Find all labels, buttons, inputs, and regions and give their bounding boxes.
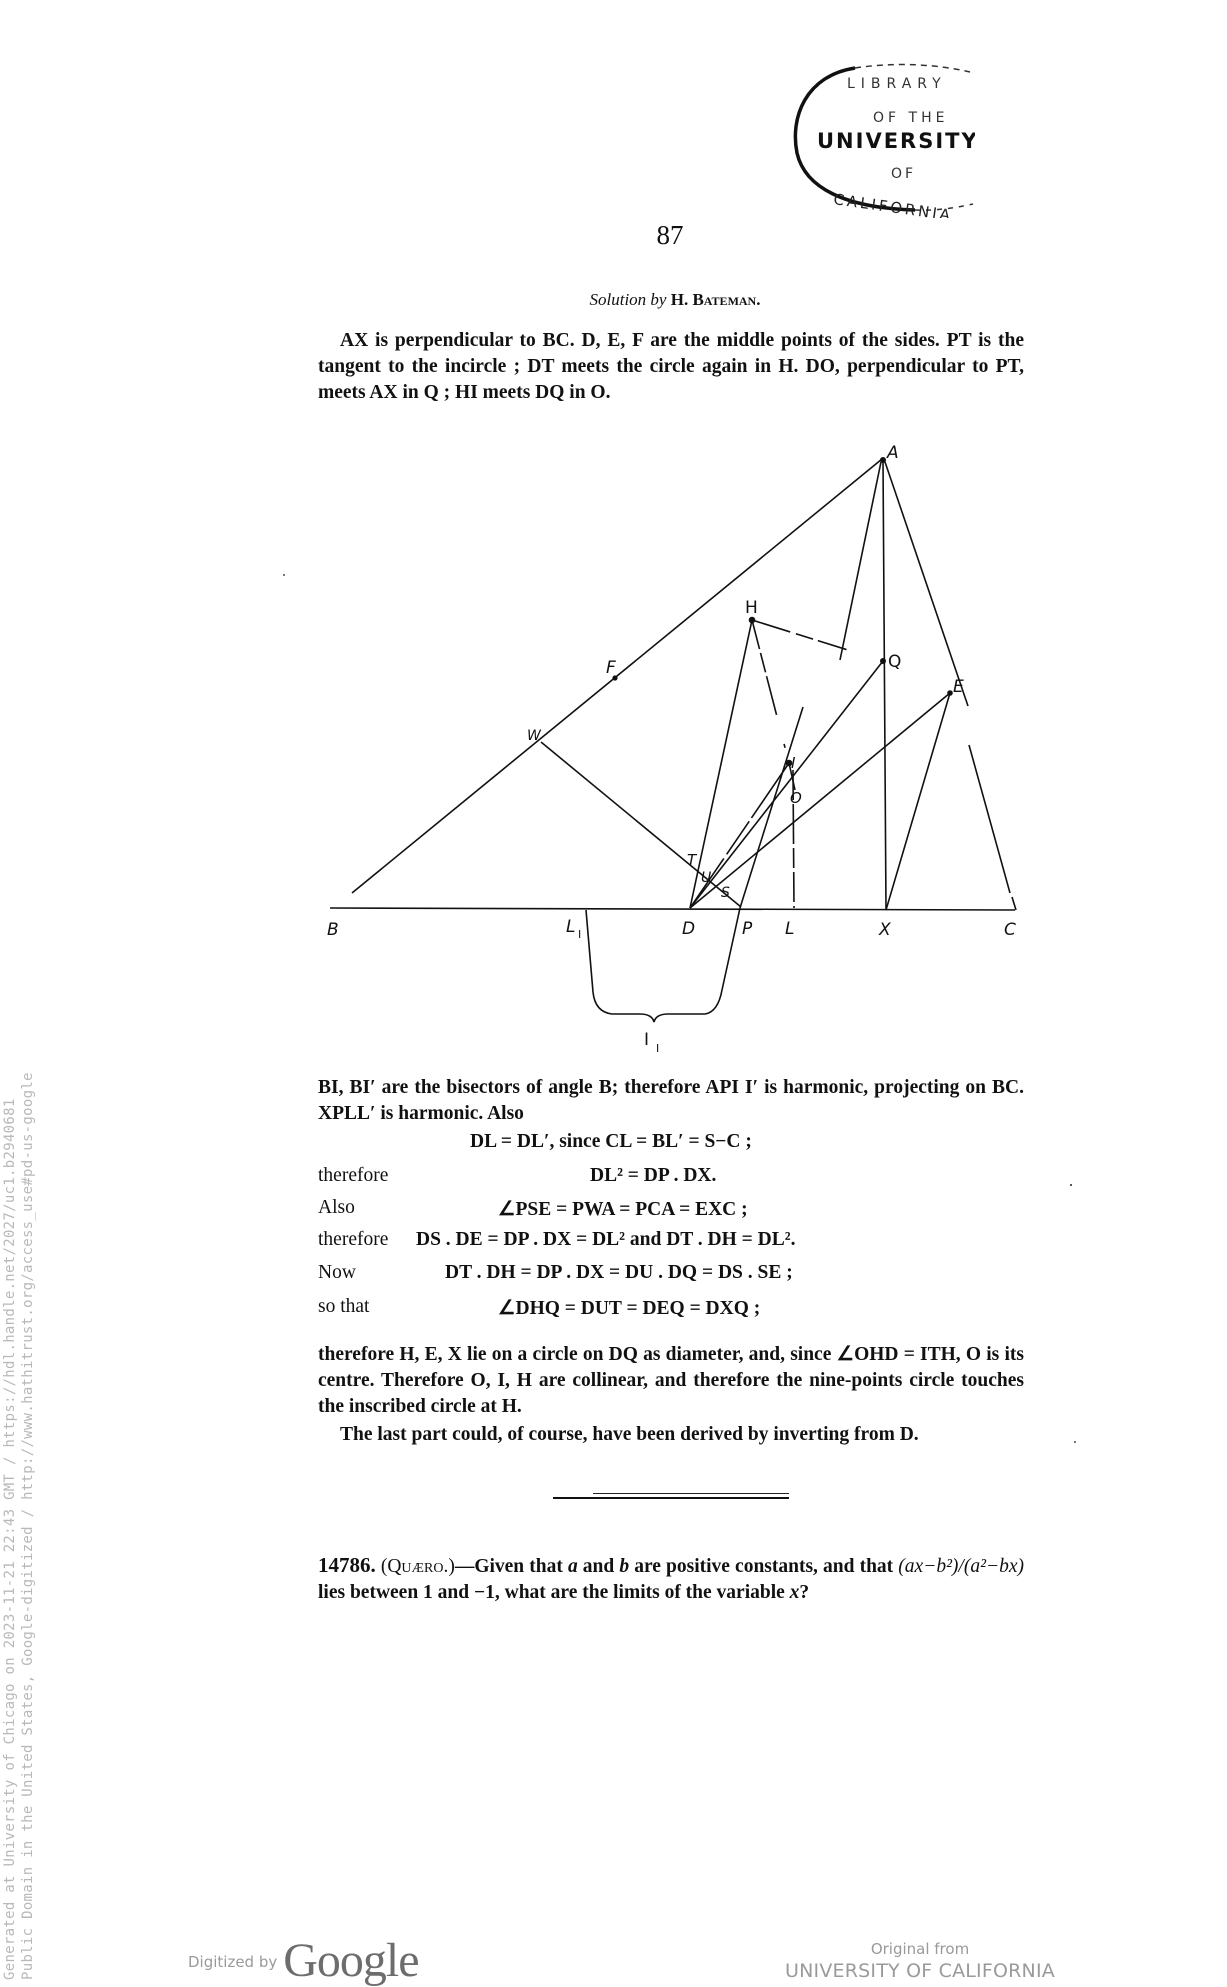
line-l1-down — [586, 910, 593, 992]
equation-row — [318, 1131, 1024, 1161]
label-h: H — [745, 598, 758, 618]
label-d: D — [682, 919, 696, 939]
stray-mark — [1070, 1184, 1072, 1186]
line-ac-end — [1012, 897, 1016, 910]
var-b: b — [619, 1556, 630, 1577]
label-o: O — [790, 789, 802, 807]
closing-paragraph: The last part could, of course, have been derived by inverting from D. — [340, 1424, 919, 1445]
label-u: U — [701, 870, 712, 886]
equation-row — [318, 1197, 1024, 1227]
solution-author: H. Bateman. — [670, 290, 761, 309]
original-from-label: Original from — [870, 1940, 970, 1958]
equation-label: Now — [318, 1262, 356, 1283]
question-text-2: and — [577, 1556, 620, 1577]
line-hq — [752, 620, 883, 661]
line-hi — [752, 620, 789, 763]
question-text-3: are positive constants, and that — [629, 1556, 899, 1577]
stamp-line-4: OF — [891, 166, 917, 182]
hathitrust-watermark — [0, 0, 42, 1987]
solution-prefix: Solution by — [589, 290, 667, 309]
digitized-by-label: Digitized by — [188, 1953, 278, 1971]
question-number: 14786. — [318, 1553, 376, 1577]
line-ex — [886, 693, 950, 910]
label-l: L — [785, 919, 795, 939]
question-text-4: lies between 1 and −1, what are the limits of the variable — [318, 1582, 790, 1603]
stamp-line-3: UNIVERSITY — [817, 129, 975, 153]
label-p: P — [742, 919, 753, 939]
var-x: x — [789, 1582, 800, 1603]
google-logo: Google — [283, 1934, 419, 1987]
label-l1: L — [566, 917, 576, 937]
diagram-svg — [318, 440, 1038, 1080]
label-x: X — [879, 920, 891, 940]
line-ax — [883, 460, 886, 910]
original-from — [770, 1940, 1070, 1984]
stamp-line-5: CALIFORNIA — [832, 190, 955, 218]
section-divider — [553, 1493, 789, 1499]
equation-row — [318, 1165, 1024, 1195]
solution-byline — [300, 290, 1050, 310]
bisector-paragraph: BI, BI′ are the bisectors of angle B; therefore API I′ is harmonic, projecting on BC. XPLL′ is harmonic. Also — [318, 1077, 1024, 1124]
question-text-5: ? — [799, 1582, 810, 1603]
label-f: F — [606, 658, 616, 678]
label-a: A — [887, 443, 899, 463]
equation-expr: ∠DHQ = DUT = DEQ = DXQ ; — [498, 1298, 761, 1319]
label-i: I — [791, 754, 796, 772]
label-w: W — [527, 728, 541, 744]
label-q: Q — [888, 652, 902, 672]
question-text-1: —Given that — [454, 1556, 568, 1577]
intro-paragraph: AX is perpendicular to BC. D, E, F are the middle points of the sides. PT is the tangent to the incircle ; DT meets the circle again in H. DO, perpendicular to PT, meets AX in Q ; HI meets DQ in O. — [318, 330, 1024, 403]
question-author: (Quæro.) — [380, 1556, 455, 1577]
equation-expr: DS . DE = DP . DX = DL² and DT . DH = DL². — [416, 1229, 796, 1250]
equation-label: therefore — [318, 1229, 389, 1250]
label-e: E — [953, 677, 964, 697]
question-14786 — [318, 1552, 1024, 1606]
label-s: S — [721, 885, 730, 901]
stray-mark — [283, 574, 285, 576]
var-a: a — [567, 1556, 578, 1577]
point-q — [881, 659, 885, 663]
equation-expr: DT . DH = DP . DX = DU . DQ = DS . SE ; — [445, 1262, 793, 1283]
line-ab — [352, 459, 882, 893]
equation-expr: ∠PSE = PWA = PCA = EXC ; — [498, 1199, 748, 1220]
equation-label: so that — [318, 1296, 370, 1317]
label-i1: I — [644, 1030, 650, 1050]
line-qd — [690, 661, 883, 908]
label-t: T — [687, 851, 697, 869]
stamp-line-1: LIBRARY — [847, 76, 947, 92]
line-a-partial — [840, 462, 881, 660]
watermark-line-2: Public Domain in the United States, Google-digitized / http://www.hathitrust.org/access_use#pd-us-google — [20, 1072, 36, 1980]
equation-row — [318, 1262, 1024, 1292]
equation-label: Also — [318, 1197, 355, 1218]
stray-mark — [1074, 1441, 1076, 1443]
equation-row — [318, 1229, 1024, 1259]
label-b: B — [327, 920, 339, 940]
stamp-graphic — [785, 58, 975, 218]
label-i1-sub: I — [656, 1042, 660, 1055]
library-stamp — [785, 58, 975, 218]
conclusion-paragraph: therefore H, E, X lie on a circle on DQ as diameter, and, since ∠OHD = ITH, O is its centre. Therefore O, I, H are collinear, and therefore the nine-points circle touches the inscribed circle at H. — [318, 1344, 1024, 1417]
equation-expr: DL = DL′, since CL = BL′ = S−C ; — [470, 1131, 752, 1152]
question-expression: (ax−b²)/(a²−bx) — [898, 1556, 1024, 1577]
point-a — [881, 458, 885, 462]
line-ac-lower — [969, 745, 1010, 893]
equation-label: therefore — [318, 1165, 389, 1186]
brace-i1 — [593, 990, 722, 1022]
label-l1-sub: I — [578, 928, 582, 941]
equation-expr: DL² = DP . DX. — [590, 1165, 717, 1186]
original-university: UNIVERSITY OF CALIFORNIA — [785, 1960, 1055, 1982]
point-e — [948, 691, 952, 695]
page-number: 87 — [656, 220, 684, 250]
line-pi1 — [722, 908, 740, 990]
digitized-by-google — [188, 1925, 419, 1985]
watermark-line-1: Generated at University of Chicago on 2023-11-21 22:43 GMT / https://hdl.handle.net/2027/uc1.b2940681 — [2, 1098, 18, 1980]
divider-line-top — [593, 1493, 789, 1494]
point-h — [750, 618, 755, 623]
divider-line-bottom — [553, 1497, 789, 1499]
geometry-diagram — [318, 440, 1038, 1080]
label-c: C — [1004, 920, 1016, 940]
equation-row — [318, 1296, 1024, 1326]
stamp-line-2: OF THE — [873, 110, 949, 126]
line-bc — [330, 908, 1015, 910]
